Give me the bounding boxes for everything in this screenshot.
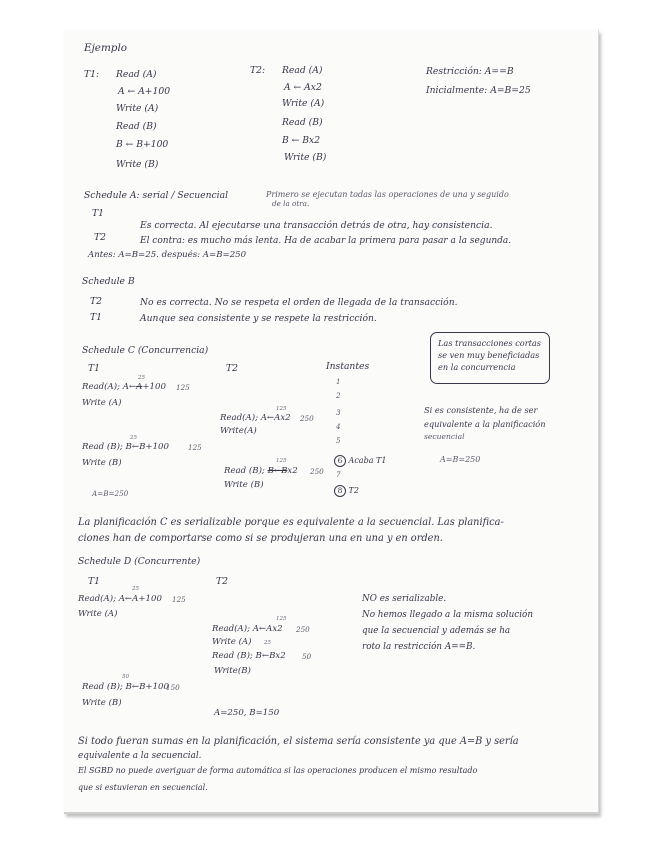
schedule-c-t1-result: A=B=250 xyxy=(92,489,129,498)
notebook-page xyxy=(64,30,599,814)
value-annotation: 25 xyxy=(264,640,271,646)
schedule-d-t1-op3: Read (B); B←B+100 xyxy=(82,682,169,692)
schedule-a-antes: Antes: A=B=25. después: A=B=250 xyxy=(88,250,247,260)
schedule-c-t1-op4: Write (B) xyxy=(82,458,122,468)
acaba-t1-label: Acaba T1 xyxy=(348,456,387,465)
schedule-d-t1-op1: Read(A); A←A+100 xyxy=(78,594,162,604)
concurrency-note-line: en la concurrencia xyxy=(438,362,516,372)
ejemplo-t1-op: Read (A) xyxy=(116,69,157,80)
value-annotation: 250 xyxy=(296,625,310,634)
value-annotation: 25 xyxy=(130,435,137,441)
schedule-b-title: Schedule B xyxy=(82,276,135,287)
ejemplo-t2-op: B ← Bx2 xyxy=(282,135,321,146)
ejemplo-t2-op: A ← Ax2 xyxy=(284,82,322,93)
ejemplo-t1-op: B ← B+100 xyxy=(116,139,169,150)
final-text-line: Si todo fueran sumas en la planificación, el sistema sería consistente ya que A=B y sería xyxy=(78,736,519,747)
value-annotation: 125 xyxy=(188,443,202,452)
ejemplo-t2-op: Write (B) xyxy=(284,152,327,163)
value-annotation: 50 xyxy=(122,674,129,680)
restriccion-text: Restricción: A==B xyxy=(426,66,514,77)
instant-number: 3 xyxy=(336,408,341,417)
schedule-c-side-result: A=B=250 xyxy=(440,455,481,464)
instant-circle: 8 xyxy=(334,485,346,497)
schedule-d-note-line: No hemos llegado a la misma solución xyxy=(362,610,533,620)
schedule-d-t2-op3: Read (B); B←Bx2 xyxy=(212,651,286,661)
schedule-b-line2: Aunque sea consistente y se respete la restricción. xyxy=(140,313,377,324)
serializable-text-line: ciones han de comportarse como si se produjeran una en una y en orden. xyxy=(78,533,443,544)
inicialmente-text: Inicialmente: A=B=25 xyxy=(426,85,531,96)
schedule-c-t2-op4: Write (B) xyxy=(224,480,264,490)
concurrency-note-line: se ven muy beneficiadas xyxy=(438,350,540,360)
schedule-d-t1-op4: Write (B) xyxy=(82,698,122,708)
instant-number: 1 xyxy=(336,377,341,386)
instant-8 xyxy=(334,485,359,497)
schedule-a-t1: T1 xyxy=(92,208,104,219)
schedule-d-note-line: que la secuencial y además se ha xyxy=(362,626,511,636)
final-text-line: que si estuvieran en secuencial. xyxy=(78,783,208,792)
schedule-b-t1: T1 xyxy=(90,312,102,323)
concurrency-note-line: Las transacciones cortas xyxy=(438,338,542,348)
schedule-d-t2-op1: Read(A); A←Ax2 xyxy=(212,624,283,634)
schedule-c-t1-op3: Read (B); B←B+100 xyxy=(82,442,169,452)
schedule-c-t2-op1: Read(A); A←Ax2 xyxy=(220,413,291,423)
schedule-a-primero-cont: de la otra. xyxy=(272,199,310,208)
value-annotation: 125 xyxy=(176,383,190,392)
final-text-line: equivalente a la secuencial. xyxy=(78,751,202,761)
schedule-a-primero: Primero se ejecutan todas las operaciones de una y seguido xyxy=(266,190,509,199)
instant-number: 5 xyxy=(336,436,341,445)
ejemplo-t1-op: A ← A+100 xyxy=(118,86,171,97)
schedule-c-side-note: secuencial xyxy=(424,432,465,441)
schedule-c-t1: T1 xyxy=(88,363,100,374)
schedule-b-t2: T2 xyxy=(90,296,102,307)
schedule-c-t2-op3: Read (B); B←Bx2 xyxy=(224,466,298,476)
schedule-c-t2-op2: Write(A) xyxy=(220,426,257,436)
schedule-d-t1-op2: Write (A) xyxy=(78,609,118,619)
schedule-a-title: Schedule A: serial / Secuencial xyxy=(84,190,229,201)
schedule-a-contra: El contra: es mucho más lenta. Ha de acabar la primera para pasar a la segunda. xyxy=(140,236,512,246)
schedule-d-note-title: NO es serializable. xyxy=(362,594,447,604)
instant-number: 4 xyxy=(336,422,341,431)
ejemplo-t1-op: Write (B) xyxy=(116,159,159,170)
value-annotation: 125 xyxy=(276,458,287,464)
value-annotation: 25 xyxy=(138,375,145,381)
schedule-c-title: Schedule C (Concurrencia) xyxy=(82,345,209,356)
end-t2-label: T2 xyxy=(348,486,359,495)
schedule-c-side-note: equivalente a la planificación xyxy=(424,419,546,429)
schedule-d-t2-op2: Write (A) xyxy=(212,637,252,647)
ejemplo-t2-op: Write (A) xyxy=(282,98,325,109)
schedule-d-t2: T2 xyxy=(216,576,228,587)
instant-number: 7 xyxy=(336,470,341,479)
instant-circle: 6 xyxy=(334,455,346,467)
schedule-b-line1: No es correcta. No se respeta el orden de llegada de la transacción. xyxy=(140,297,458,308)
value-annotation: 125 xyxy=(276,406,287,412)
value-annotation: 250 xyxy=(300,414,314,423)
ejemplo-t1-op: Write (A) xyxy=(116,103,159,114)
schedule-a-correcta: Es correcta. Al ejecutarse una transacción detrás de otra, hay consistencia. xyxy=(140,220,493,231)
value-annotation: 150 xyxy=(166,683,180,692)
schedule-d-t2-op4: Write(B) xyxy=(214,666,251,676)
schedule-d-result: A=250, B=150 xyxy=(214,708,280,718)
instant-6 xyxy=(334,455,386,467)
ejemplo-t2-op: Read (B) xyxy=(282,117,323,128)
serializable-text-line: La planificación C es serializable porque es equivalente a la secuencial. Las planifica- xyxy=(78,517,504,528)
schedule-d-note-line: roto la restricción A==B. xyxy=(362,642,476,652)
instant-number: 2 xyxy=(336,391,341,400)
value-annotation: 125 xyxy=(276,616,287,622)
schedule-c-t1-op2: Write (A) xyxy=(82,398,122,408)
schedule-c-instantes: Instantes xyxy=(326,361,370,372)
ejemplo-t2-op: Read (A) xyxy=(282,65,323,76)
final-text-line: El SGBD no puede averiguar de forma automática si las operaciones producen el mismo resultado xyxy=(78,766,478,775)
schedule-d-t1: T1 xyxy=(88,576,100,587)
schedule-c-side-note: Si es consistente, ha de ser xyxy=(424,405,538,415)
schedule-d-title: Schedule D (Concurrente) xyxy=(78,556,201,567)
ejemplo-t1-op: Read (B) xyxy=(116,121,157,132)
value-annotation: 25 xyxy=(132,586,139,592)
ejemplo-t1-label: T1: xyxy=(84,69,100,80)
ejemplo-title: Ejemplo xyxy=(84,42,128,54)
value-annotation: 250 xyxy=(310,467,324,476)
value-annotation: 125 xyxy=(172,595,186,604)
schedule-c-t1-op1: Read(A); A←A+100 xyxy=(82,382,166,392)
schedule-c-t2: T2 xyxy=(226,363,238,374)
schedule-a-t2: T2 xyxy=(94,232,106,243)
ejemplo-t2-label: T2: xyxy=(250,65,266,76)
value-annotation: 50 xyxy=(302,652,312,661)
